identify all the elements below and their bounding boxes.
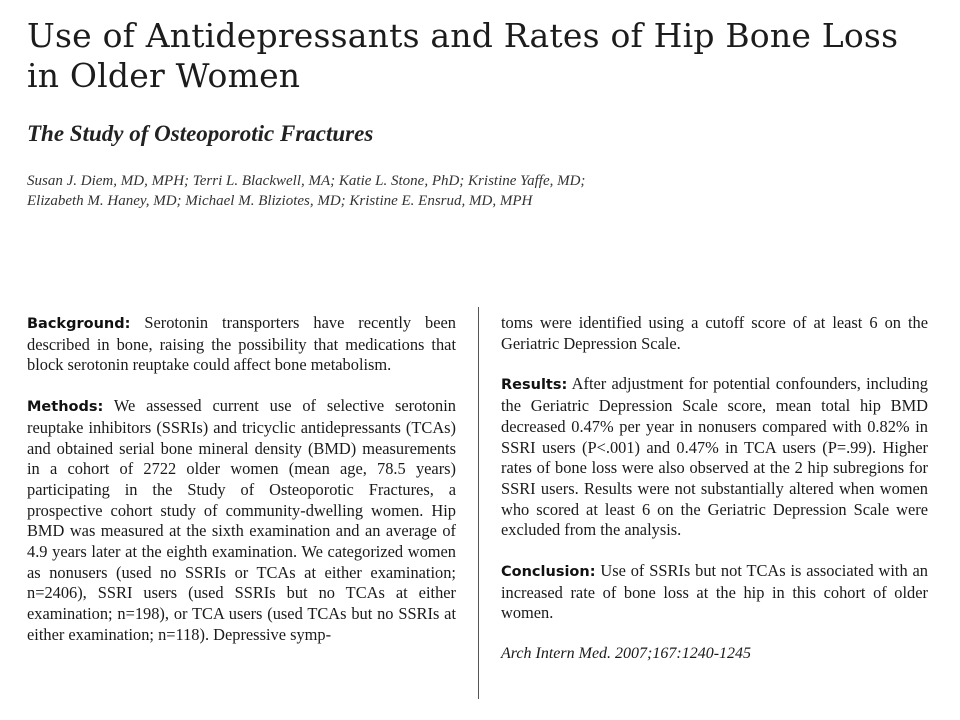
methods-section (27, 396, 456, 645)
article-title: Use of Antidepressants and Rates of Hip Bone Loss in Older Women (27, 16, 899, 95)
abstract-left-column (27, 313, 456, 666)
author-line: Susan J. Diem, MD, MPH; Terri L. Blackwell, MA; Katie L. Stone, PhD; Kristine Yaffe, MD; (27, 173, 586, 189)
methods-continuation-text: toms were identified using a cutoff score of at least 6 on the Geriatric Depression Scale. (501, 313, 928, 353)
article-subtitle: The Study of Osteoporotic Fractures (27, 121, 374, 146)
conclusion-section (501, 561, 928, 624)
background-text: Serotonin transporters have recently been described in bone, raising the possibility that medications that block serotonin reuptake could affect bone metabolism. (27, 313, 456, 375)
author-line: Elizabeth M. Haney, MD; Michael M. Bliziotes, MD; Kristine E. Ensrud, MD, MPH (27, 193, 533, 209)
author-list (27, 171, 927, 211)
abstract-right-column (501, 313, 928, 665)
methods-text: We assessed current use of selective serotonin reuptake inhibitors (SSRIs) and tricyclic antidepressants (TCAs) and obtained serial bone mineral density (BMD) measurements in a cohort of 2722 older women (mean age, 78.5 years) participating in the Study of Osteoporotic Fractures, a prospective cohort study of community-dwelling women. Hip BMD was measured at the sixth examination and an average of 4.9 years later at the eighth examination. We categorized women as nonusers (used no SSRIs or TCAs at either examination; n=2406), SSRI users (used SSRIs but no TCAs at either examination; n=198), or TCA users (used TCAs but no SSRIs at either examination; n=118). Depressive symp- (27, 396, 456, 644)
column-divider (478, 307, 479, 699)
results-heading: Results: (501, 377, 568, 394)
methods-continuation (501, 313, 928, 354)
conclusion-heading: Conclusion: (501, 564, 596, 581)
results-section (501, 374, 928, 541)
background-heading: Background: (27, 316, 131, 332)
results-text: After adjustment for potential confounders, including the Geriatric Depression Scale score, mean total hip BMD decreased 0.47% per year in nonusers compared with 0.82% in SSRI users (P<.001) and 0.47% in TCA users (P=.99). Higher rates of bone loss were also observed at the 2 hip subregions for SSRI users. Results were not substantially altered when women who scored at least 6 on the Geriatric Depression Scale were excluded from the analysis. (501, 374, 928, 540)
methods-heading: Methods: (27, 399, 104, 416)
background-section (27, 313, 456, 376)
journal-citation: Arch Intern Med. 2007;167:1240-1245 (501, 645, 752, 663)
conclusion-text: Use of SSRIs but not TCAs is associated with an increased rate of bone loss at the hip in this cohort of older women. (501, 561, 928, 623)
